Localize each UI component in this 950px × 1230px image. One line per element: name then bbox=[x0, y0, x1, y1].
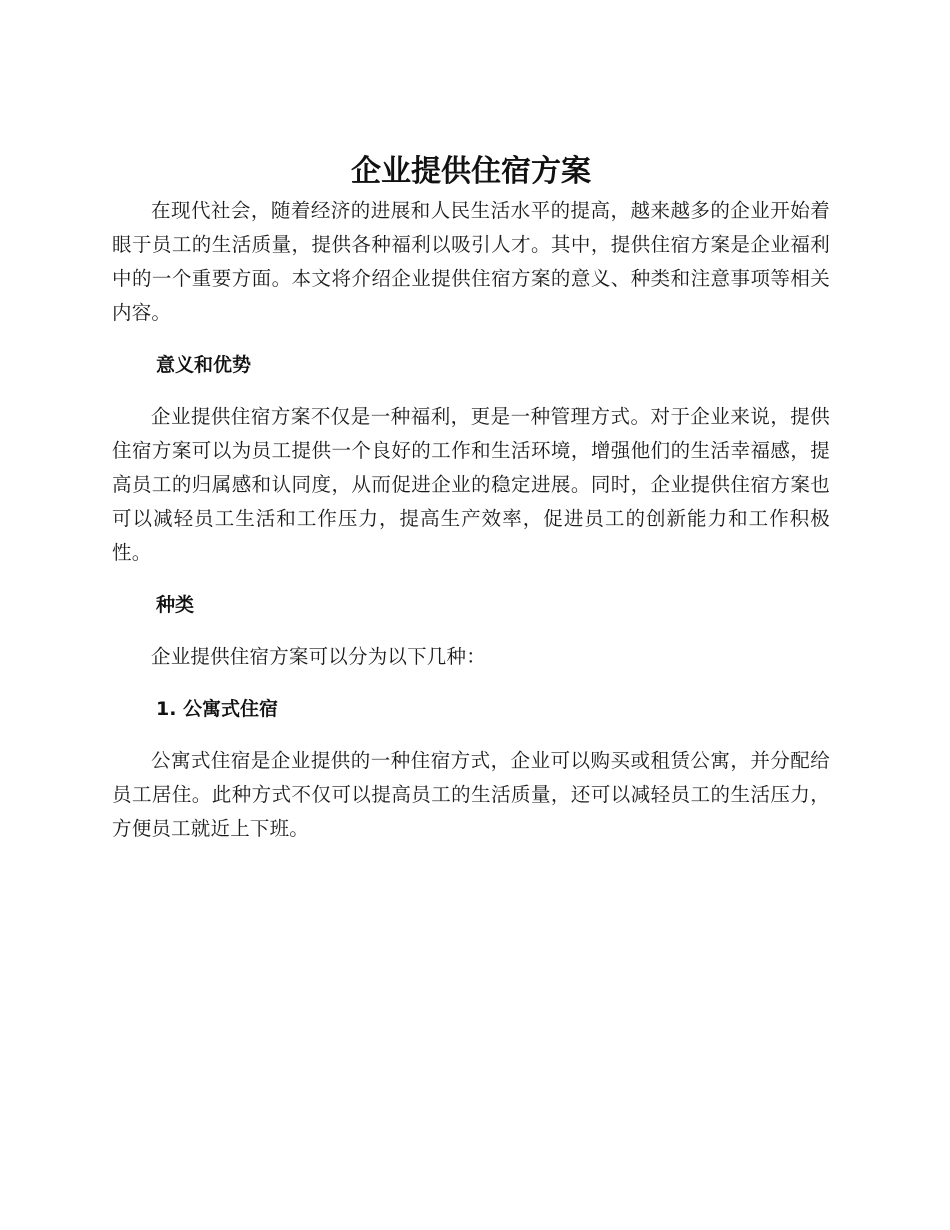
document-page bbox=[112, 150, 830, 846]
section-heading-apartment: 1. 公寓式住宿 bbox=[156, 698, 279, 720]
document-title: 企业提供住宿方案 bbox=[351, 154, 591, 189]
section-paragraph-types: 企业提供住宿方案可以分为以下几种： bbox=[151, 645, 486, 668]
section-paragraph-apartment: 公寓式住宿是企业提供的一种住宿方式，企业可以购买或租赁公寓，并分配给员工居住。此种方式不仅可以提高员工的生活质量，还可以减轻员工的生活压力，方便员工就近上下班。 bbox=[112, 749, 830, 840]
section-heading-significance: 意义和优势 bbox=[156, 354, 252, 376]
section-heading-types: 种类 bbox=[156, 594, 195, 616]
spacer bbox=[112, 726, 830, 744]
spacer bbox=[112, 674, 830, 692]
intro-paragraph: 在现代社会，随着经济的进展和人民生活水平的提高，越来越多的企业开始着眼于员工的生活质量，提供各种福利以吸引人才。其中，提供住宿方案是企业福利中的一个重要方面。本文将介绍企业提供住宿方案的意义、种类和注意事项等相关内容。 bbox=[112, 199, 830, 324]
spacer bbox=[112, 570, 830, 588]
spacer bbox=[112, 622, 830, 640]
section-paragraph-significance: 企业提供住宿方案不仅是一种福利，更是一种管理方式。对于企业来说，提供住宿方案可以为员工提供一个良好的工作和生活环境，增强他们的生活幸福感，提高员工的归属感和认同度，从而促进企业的稳定进展。同时，企业提供住宿方案也可以减轻员工生活和工作压力，提高生产效率，促进员工的创新能力和工作积极性。 bbox=[112, 405, 830, 564]
spacer bbox=[112, 330, 830, 348]
spacer bbox=[112, 382, 830, 400]
